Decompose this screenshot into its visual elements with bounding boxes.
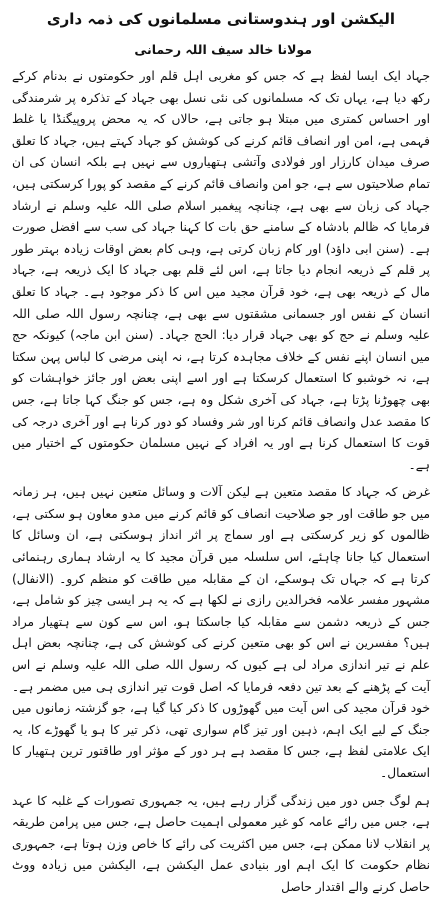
article-title: الیکشن اور ہندوستانی مسلمانوں کی ذمہ داری bbox=[46, 10, 396, 28]
paragraph-jihad-meaning: جہاد ایک ایسا لفظ ہے کہ جس کو مغربی اہل قلم اور حکومتوں نے بدنام کرکے رکھ دیا ہے، یہاں تک کہ مسلمانوں کی نئی نسل بھی جہاد کے تذکرہ پر شرمندگی اور احساس کمتری میں مبتلا ہو جاتی ہے، حالاں کہ یہ محض پروپیگنڈا یا غلط فہمی ہے، امن اور انصاف قائم کرنے کی کوشش کو جہاد کہتے ہیں، جہاد کا تعلق صرف میدان کارزار اور فولادی وآتشی ہتھیاروں سے نہیں ہے بلکہ انسان کی ان تمام صلاحیتوں سے ہے، جو امن وانصاف قائم کرنے کے مقصد کو پورا کرسکتی ہیں، جہاد کی زبان سے بھی ہے، چنانچہ پیغمبر اسلام صلی اللہ علیہ وسلم نے ارشاد فرمایا کہ ظالم بادشاہ کے سامنے حق بات کا کہنا جہاد کی سب سے افضل صورت ہے۔ (سنن ابی داؤد) اور کام زبان کرتی ہے، وہی کام بعض اوقات زیادہ بہتر طور پر قلم کے ذریعہ انجام دیا جاتا ہے، اس لئے قلم بھی جہاد کا ایک ذریعہ ہے، جہاد مال کے ذریعہ بھی ہے، خود قرآن مجید میں اس کا ذکر موجود ہے۔ جہاد کا تعلق انسان کے نفس اور جسمانی مشقتوں سے بھی ہے، چنانچہ رسول اللہ صلی اللہ علیہ وسلم نے حج کو بھی جہاد قرار دیا: الحج جہاد۔ (سنن ابن ماجہ) کیونکہ حج میں انسان اپنے نفس کے خلاف مجاہدہ کرتا ہے، نہ اپنی مرضی کا لباس پہن سکتا ہے، نہ خوشبو کا استعمال کرسکتا ہے اور اسے اپنی بعض اور جائز خواہشات کو بھی چھوڑنا پڑتا ہے، جہاد کی آخری شکل وہ ہے، جس کو جنگ کہا جاتا ہے، جس کا مقصد عدل وانصاف قائم کرنا اور شر وفساد کو دور کرنا ہے اور آخری درجہ کی قوت کا استعمال کرنا ہے اور یہ افراد کے نہیں مسلمان حکومتوں کے اختیار میں ہے۔ bbox=[12, 69, 430, 472]
paragraph-means-of-jihad: غرض کہ جہاد کا مقصد متعین ہے لیکن آلات و وسائل متعین نہیں ہیں، ہر زمانہ میں جو طاقت اور جو صلاحیت انصاف کو قائم کرنے میں مدو معاون ہو سکتی ہے، ظالموں کو زیر کرسکتی ہے اور سماج پر اثر انداز ہوسکتی ہے، ان وسائل کا استعمال کیا جانا چاہئے، اس سلسلہ میں قرآن مجید کا یہ ارشاد ہماری رہنمائی کرتا ہے کہ جہاں تک ہوسکے، ان کے مقابلہ میں طاقت کو منظم کرو۔ (الانفال) مشہور مفسر علامہ فخرالدین رازی نے لکھا ہے کہ یہ ہر ایسی چیز کو شامل ہے، جس کے ذریعہ دشمن سے مقابلہ کیا جاسکتا ہو، اس سے کون سے ہتھیار مراد ہیں؟ مفسرین نے اس کو بھی متعین کرنے کی کوشش کی ہے، چنانچہ بعض اہل علم نے تیر اندازی مراد لی ہے کیوں کہ رسول اللہ صلی اللہ علیہ وسلم نے اس آیت کے پڑھنے کے بعد تین دفعہ فرمایا کہ اصل قوت تیر اندازی ہی میں مضمر ہے۔ خود قرآن مجید کی اس آیت میں گھوڑوں کا ذکر کیا گیا ہے، جو گزشتہ زمانوں میں جنگ کے لیے ایک اہم، ذہین اور تیز گام سواری تھی، ذکر تیر کا ہو یا گھوڑے کا، یہ ایک علامتی لفظ ہے، جس کا مقصد ہے ہر دور کے مؤثر اور طاقتور ترین ہتھیار کا استعمال۔ bbox=[12, 485, 430, 780]
paragraph-democracy-election: ہم لوگ جس دور میں زندگی گزار رہے ہیں، یہ جمہوری تصورات کے غلبہ کا عہد ہے، جس میں رائے عامہ کو غیر معمولی اہمیت حاصل ہے، جس میں پرامن طریقہ پر انقلاب لانا ممکن ہے، جس میں اکثریت کی رائے کا خاص وزن ہوتا ہے، جمہوری نظام حکومت کا ایک اہم اور بنیادی عمل الیکشن ہے، الیکشن میں زیادہ ووٹ حاصل کرنے والے اقتدار حاصل bbox=[12, 793, 430, 894]
author-byline: مولانا خالد سیف اللہ رحمانی bbox=[134, 42, 312, 57]
